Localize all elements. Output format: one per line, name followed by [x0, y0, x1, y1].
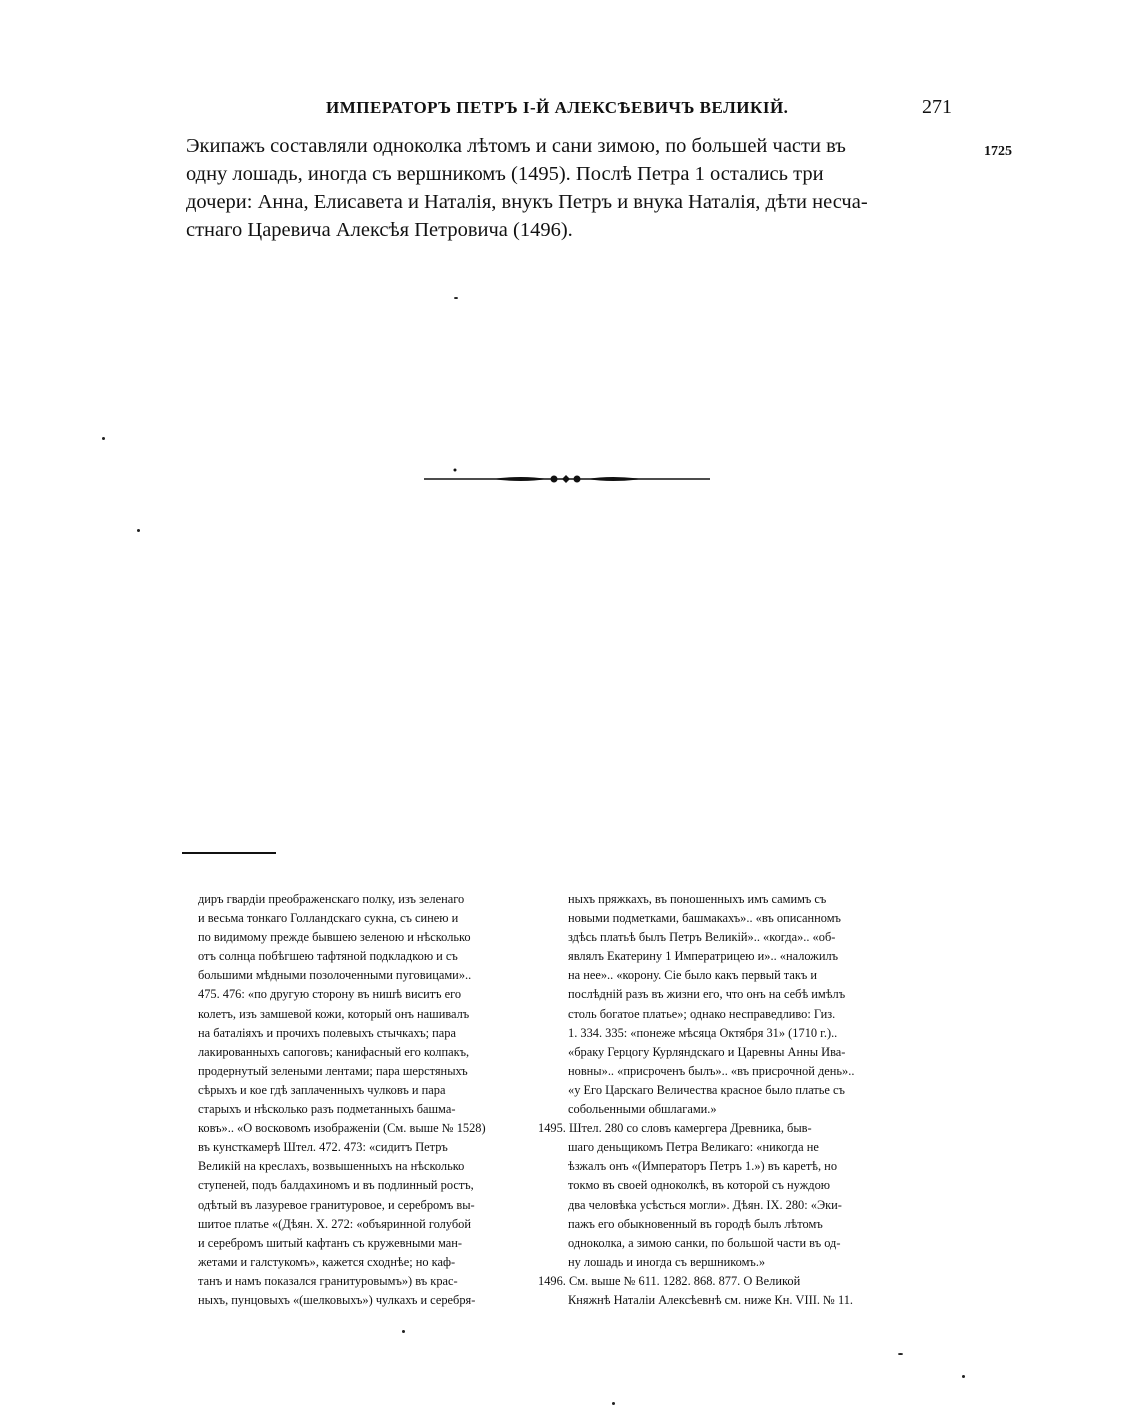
main-text-line: Экипажъ составляли одноколка лѣтомъ и сани зимою, по большей части въ [186, 135, 846, 157]
scan-speck [137, 529, 140, 532]
footnote-line: старыхъ и нѣсколько разъ подметанныхъ башма- [198, 1102, 456, 1117]
footnote-line: диръ гвардіи преображенскаго полку, изъ зеленаго [198, 892, 465, 906]
footnote-line: ѣзжалъ онъ «(Императоръ Петръ 1.») въ каретѣ, но [568, 1159, 838, 1174]
footnote-line: въ кунсткамерѣ Штел. 472. 473: «сидитъ Петръ [198, 1140, 448, 1155]
footnote-line: Княжнѣ Наталіи Алексѣевнѣ см. ниже Кн. VIII. № 11. [568, 1292, 853, 1307]
footnote-line: 475. 476: «по другую сторону въ нишѣ виситъ его [198, 987, 462, 1002]
footnotes-left-column [198, 890, 560, 1310]
footnote-line: шаго деньщикомъ Петра Великаго: «никогда не [568, 1140, 819, 1155]
scan-speck [962, 1375, 965, 1378]
running-title: ИМПЕРАТОРЪ ПЕТРЪ І-Й АЛЕКСѢЕВИЧЪ ВЕЛИКІЙ. [326, 98, 789, 117]
footnote-line: и серебромъ шитый кафтанъ съ кружевными ман- [198, 1235, 462, 1250]
footnote-line: ныхъ пряжкахъ, въ поношенныхъ имъ самимъ съ [568, 892, 827, 906]
footnote-line: на нее».. «корону. Сіе было какъ первый такъ и [568, 968, 818, 983]
footnote-line: токмо въ своей одноколкѣ, въ которой съ нуждою [568, 1178, 831, 1193]
footnote-line: сѣрыхъ и кое гдѣ заплаченныхъ чулковъ и пара [198, 1082, 446, 1097]
footnote-line: 1495. Штел. 280 со словъ камергера Древника, быв- [538, 1121, 812, 1136]
footnote-line: здѣсь платьѣ былъ Петръ Великій».. «когда».. «об- [568, 930, 836, 945]
footnote-line: одѣтый въ лазуревое гранитуровое, и серебромъ вы- [198, 1197, 475, 1212]
footnotes-right-column [538, 890, 948, 1310]
footnote-line: шитое платье «(Дѣян. Х. 272: «объяринной голубой [198, 1216, 471, 1231]
footnote-line: новыми подметками, башмакахъ».. «въ описанномъ [568, 911, 841, 926]
margin-year: 1725 [984, 144, 1012, 159]
footnote-rule [182, 852, 276, 854]
footnote-line: одноколка, а зимою санки, по большой части въ од- [568, 1235, 841, 1250]
ornament-divider-icon [422, 466, 712, 494]
footnote-line: новны».. «присроченъ былъ».. «въ присрочной день».. [568, 1063, 855, 1078]
footnote-line: «браку Герцогу Курляндскаго и Царевны Анны Ива- [568, 1044, 846, 1059]
footnote-line: 1. 334. 335: «понеже мѣсяца Октября 31» (1710 г.).. [568, 1025, 838, 1040]
footnote-line: «у Его Царскаго Величества красное было платье съ [568, 1082, 845, 1097]
main-paragraph [186, 132, 952, 244]
main-text-line: одну лошадь, иногда съ вершникомъ (1495). Послѣ Петра 1 остались три [186, 163, 824, 185]
scan-speck [612, 1402, 615, 1405]
footnote-line: два человѣка усѣсться могли». Дѣян. IX. 280: «Эки- [568, 1197, 842, 1212]
footnote-line: отъ солнца побѣгшею тафтяной подкладкою и съ [198, 949, 458, 964]
footnote-line: лакированныхъ сапоговъ; канифасный его колпакъ, [198, 1044, 470, 1059]
footnote-line: ступеней, подъ балдахиномъ и въ подлинный ростъ, [198, 1178, 474, 1193]
scan-speck [898, 1353, 903, 1355]
footnote-line: собольенными обшлагами.» [568, 1102, 717, 1117]
footnote-line: продернутый зелеными лентами; пара шерстяныхъ [198, 1063, 468, 1078]
footnote-line: пажъ его обыкновенный въ городѣ былъ лѣтомъ [568, 1216, 823, 1231]
footnote-line: 1496. См. выше № 611. 1282. 868. 877. О Великой [538, 1273, 801, 1288]
footnote-line: большими мѣдными позолоченными пуговицами».. [198, 968, 472, 983]
footnote-line: на баталіяхъ и прочихъ полевыхъ стычкахъ; пара [198, 1025, 457, 1040]
footnote-line: танъ и намъ показался гранитуровымъ») въ крас- [198, 1273, 458, 1288]
footnote-line: ну лошадь и иногда съ вершникомъ.» [568, 1254, 766, 1269]
main-text-line: дочери: Анна, Елисавета и Наталія, внукъ Петръ и внука Наталія, дѣти несча- [186, 191, 868, 213]
footnote-line: послѣдній разъ въ жизни его, что онъ на себѣ имѣлъ [568, 987, 846, 1002]
footnote-line: являлъ Екатерину 1 Императрицею и».. «наложилъ [568, 949, 839, 964]
scan-speck [402, 1330, 405, 1333]
scan-speck [102, 437, 105, 440]
main-text-line: стнаго Царевича Алексѣя Петровича (1496). [186, 219, 573, 241]
footnote-line: по видимому прежде бывшею зеленою и нѣсколько [198, 930, 471, 945]
footnote-line: Великій на креслахъ, возвышенныхъ на нѣсколько [198, 1159, 465, 1174]
footnote-line: ковъ».. «О восковомъ изображеніи (См. выше № 1528) [198, 1121, 486, 1136]
footnote-line: столь богатое платье»; однако несправедливо: Гиз. [568, 1006, 836, 1021]
scan-speck [454, 297, 458, 299]
footnote-line: жетами и галстукомъ», кажется сходнѣе; но каф- [198, 1254, 456, 1269]
footnote-line: ныхъ, пунцовыхъ «(шелковыхъ») чулкахъ и серебря- [198, 1292, 476, 1307]
footnote-line: колетъ, изъ замшевой кожи, который онъ нашивалъ [198, 1006, 470, 1021]
footnote-line: и весьма тонкаго Голландскаго сукна, съ синею и [198, 911, 459, 926]
page-number: 271 [922, 96, 952, 118]
